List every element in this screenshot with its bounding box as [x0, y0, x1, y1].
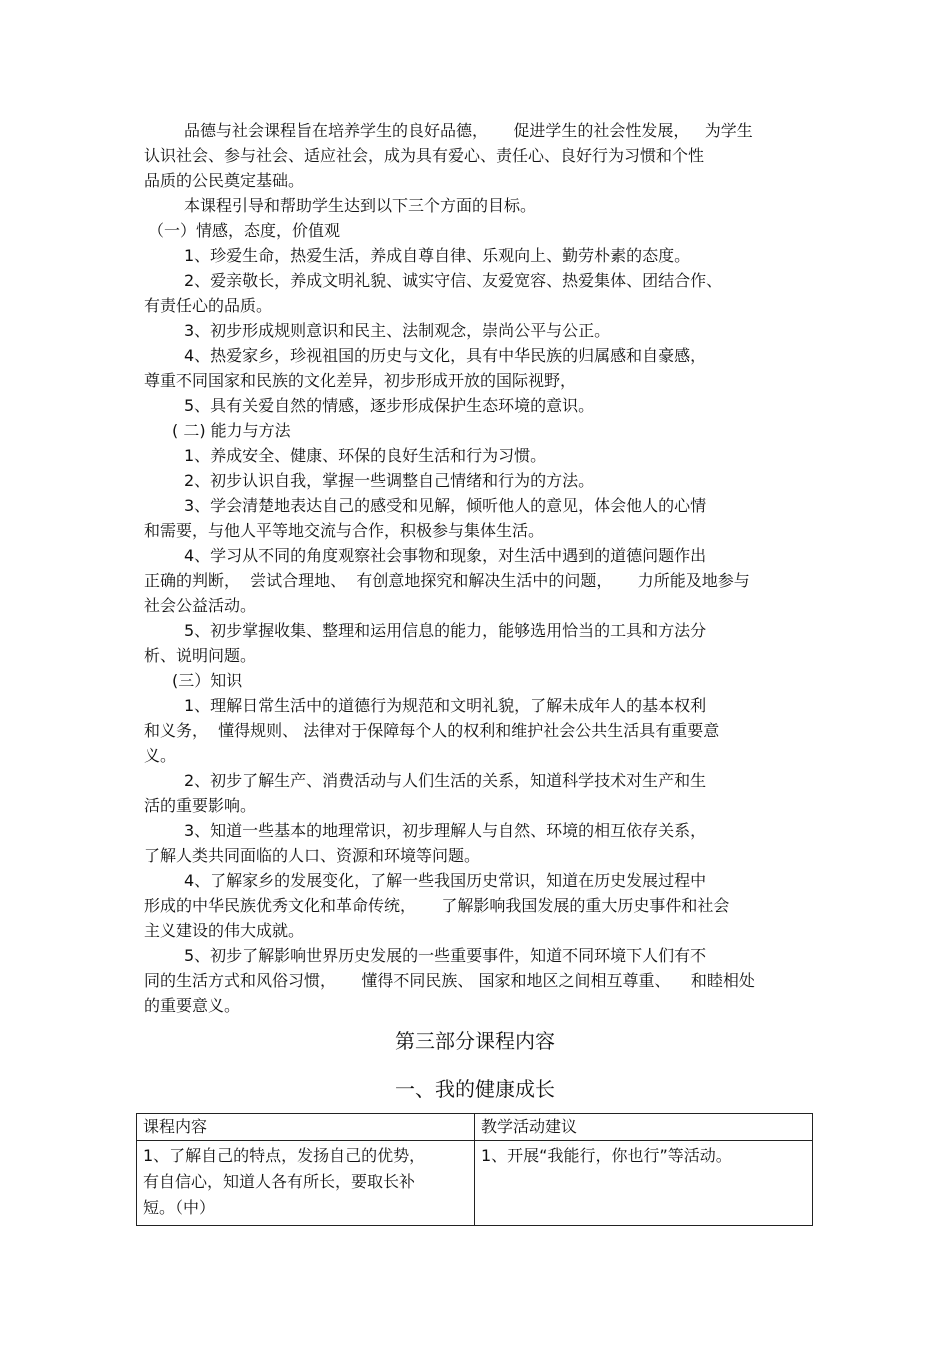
paragraph-goals-intro: 本课程引导和帮助学生达到以下三个方面的目标。 — [184, 196, 537, 215]
table-row — [137, 1141, 813, 1226]
knowledge-item-5-line-2: 同的生活方式和风俗习惯， 懂得不同民族、 国家和地区之间相互尊重、 和睦相处 — [144, 971, 755, 990]
section-heading-emotion: （一）情感，态度，价值观 — [148, 221, 341, 240]
knowledge-item-2-line-1: 2、初步了解生产、消费活动与人们生活的关系，知道科学技术对生产和生 — [184, 771, 707, 790]
table-cell-line: 有自信心，知道人各有所长，要取长补 — [143, 1172, 416, 1191]
paragraph-intro-line-3: 品质的公民奠定基础。 — [144, 171, 305, 190]
paragraph-intro-line-1: 品德与社会课程旨在培养学生的良好品德， 促进学生的社会性发展， 为学生 — [184, 121, 753, 140]
emotion-item-1: 1、珍爱生命，热爱生活，养成自尊自律、乐观向上、勤劳朴素的态度。 — [184, 246, 691, 265]
ability-item-4-line-1: 4、学习从不同的角度观察社会事物和现象，对生活中遇到的道德问题作出 — [184, 546, 707, 565]
section-heading-knowledge: (三）知识 — [172, 671, 243, 690]
table-cell-teaching-suggestion — [475, 1141, 813, 1226]
knowledge-item-1-line-2: 和义务， 懂得规则、 法律对于保障每个人的权利和维护社会公共生活具有重要意 — [144, 721, 720, 740]
emotion-item-2-line-2: 有责任心的品质。 — [144, 296, 273, 315]
ability-item-5-line-2: 析、说明问题。 — [144, 646, 257, 665]
table-cell-line: 1、了解自己的特点，发扬自己的优势， — [143, 1146, 426, 1165]
ability-item-4-line-2: 正确的判断， 尝试合理地、 有创意地探究和解决生活中的问题， 力所能及地参与 — [144, 571, 750, 590]
ability-item-3-line-2: 和需要，与他人平等地交流与合作，积极参与集体生活。 — [144, 521, 545, 540]
emotion-item-3: 3、初步形成规则意识和民主、法制观念，崇尚公平与公正。 — [184, 321, 611, 340]
table-header-row — [137, 1114, 813, 1141]
knowledge-item-1-line-3: 义。 — [144, 746, 177, 765]
knowledge-item-5-line-1: 5、初步了解影响世界历史发展的一些重要事件，知道不同环境下人们有不 — [184, 946, 707, 965]
knowledge-item-2-line-2: 活的重要影响。 — [144, 796, 257, 815]
ability-item-5-line-1: 5、初步掌握收集、整理和运用信息的能力，能够选用恰当的工具和方法分 — [184, 621, 707, 640]
table-cell-line: 短。（中） — [143, 1198, 216, 1217]
ability-item-2: 2、初步认识自我，掌握一些调整自己情绪和行为的方法。 — [184, 471, 595, 490]
table-header-teaching-suggestion: 教学活动建议 — [475, 1114, 813, 1141]
ability-item-3-line-1: 3、学会清楚地表达自己的感受和见解，倾听他人的意见，体会他人的心情 — [184, 496, 707, 515]
knowledge-item-3-line-1: 3、知道一些基本的地理常识，初步理解人与自然、环境的相互依存关系， — [184, 821, 707, 840]
ability-item-1: 1、养成安全、健康、环保的良好生活和行为习惯。 — [184, 446, 547, 465]
knowledge-item-5-line-3: 的重要意义。 — [144, 996, 241, 1015]
course-content-table — [136, 1113, 813, 1226]
table-cell-course-content — [137, 1141, 475, 1226]
emotion-item-2-line-1: 2、爱亲敬长，养成文明礼貌、诚实守信、友爱宽容、热爱集体、团结合作、 — [184, 271, 723, 290]
emotion-item-4-line-2: 尊重不同国家和民族的文化差异，初步形成开放的国际视野， — [144, 371, 577, 390]
table-cell-line: 1、开展“我能行，你也行”等活动。 — [481, 1146, 732, 1165]
knowledge-item-1-line-1: 1、理解日常生活中的道德行为规范和文明礼貌，了解未成年人的基本权利 — [184, 696, 707, 715]
table-header-course-content: 课程内容 — [137, 1114, 475, 1141]
knowledge-item-4-line-1: 4、了解家乡的发展变化，了解一些我国历史常识，知道在历史发展过程中 — [184, 871, 707, 890]
knowledge-item-4-line-3: 主义建设的伟大成就。 — [144, 921, 305, 940]
ability-item-4-line-3: 社会公益活动。 — [144, 596, 257, 615]
part-title: 第三部分课程内容 — [395, 1029, 555, 1053]
paragraph-intro-line-2: 认识社会、参与社会、适应社会，成为具有爱心、责任心、良好行为习惯和个性 — [144, 146, 705, 165]
emotion-item-4-line-1: 4、热爱家乡，珍视祖国的历史与文化，具有中华民族的归属感和自豪感， — [184, 346, 707, 365]
emotion-item-5: 5、具有关爱自然的情感，逐步形成保护生态环境的意识。 — [184, 396, 595, 415]
knowledge-item-3-line-2: 了解人类共同面临的人口、资源和环境等问题。 — [144, 846, 481, 865]
knowledge-item-4-line-2: 形成的中华民族优秀文化和革命传统， 了解影响我国发展的重大历史事件和社会 — [144, 896, 730, 915]
section-heading-ability: ( 二) 能力与方法 — [172, 421, 291, 440]
section-title: 一、我的健康成长 — [395, 1077, 555, 1101]
